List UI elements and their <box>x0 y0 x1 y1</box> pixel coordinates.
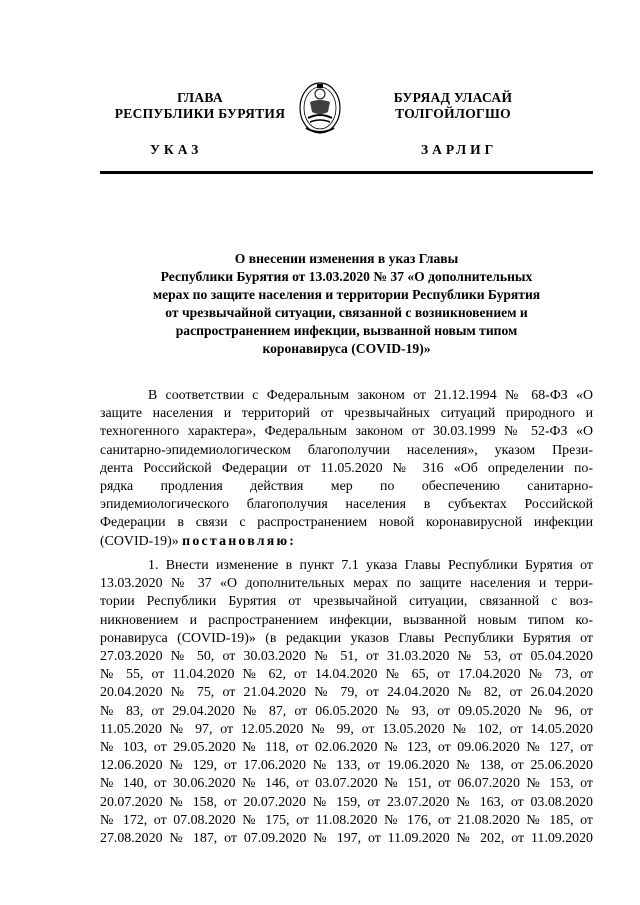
item-1-line: № 140, от 30.06.2020 № 146, от 03.07.2020 № 151, от 06.07.2020 № 153, от <box>100 776 593 792</box>
title-line: коронавируса (COVID-19)» <box>262 341 431 356</box>
header-left-line-2: РЕСПУБЛИКИ БУРЯТИЯ <box>114 106 286 121</box>
item-1-line: тории Республики Бурятия от чрезвычайной ситуации, связанной с воз- <box>100 594 593 610</box>
preamble-last-line <box>100 533 593 551</box>
item-1-line: ронавируса (COVID-19)» (в редакции указов Главы Республики Бурятия от <box>100 630 593 646</box>
item-1-line: 13.03.2020 № 37 «О дополнительных мерах по защите населения и терри- <box>100 576 593 592</box>
item-1-line: 27.08.2020 № 187, от 07.09.2020 № 197, от 11.09.2020 № 202, от 11.09.2020 <box>100 831 593 847</box>
item-1-line: 20.07.2020 № 158, от 20.07.2020 № 159, от 23.07.2020 № 163, от 03.08.2020 <box>100 794 593 810</box>
preamble-line: эпидемиологического благополучия населения в субъектах Российской <box>100 497 593 513</box>
decree-label-bua: ЗАРЛИГ <box>421 142 498 157</box>
item-1-line: 20.04.2020 № 75, от 21.04.2020 № 79, от 24.04.2020 № 82, от 26.04.2020 <box>100 685 593 701</box>
header-left-title <box>85 90 315 122</box>
title-line: мерах по защите населения и территории Республики Бурятия <box>152 287 541 302</box>
item-1-line: № 55, от 11.04.2020 № 62, от 14.04.2020 № 65, от 17.04.2020 № 73, от <box>100 667 593 683</box>
decree-label-ru: УКАЗ <box>150 142 203 157</box>
item-1-line: 27.03.2020 № 50, от 30.03.2020 № 51, от 31.03.2020 № 53, от 05.04.2020 <box>100 649 593 665</box>
document-title <box>100 250 593 358</box>
republic-coat-of-arms-icon <box>296 78 344 138</box>
item-1-line: № 103, от 29.05.2020 № 118, от 02.06.2020 № 123, от 09.06.2020 № 127, от <box>100 740 593 756</box>
header-right-line-2: ТОЛГОЙЛОГШО <box>395 106 511 121</box>
header-left-line-1: ГЛАВА <box>177 90 223 105</box>
preamble-line: защите населения и территорий от чрезвычайных ситуаций природного и <box>100 406 593 422</box>
title-line: О внесении изменения в указ Главы <box>234 251 459 266</box>
title-line: распространением инфекции, вызванной новым типом <box>175 323 518 338</box>
preamble-line: рядка продления действия мер по обеспечению санитарно- <box>100 479 593 495</box>
preamble-line: В соответствии с Федеральным законом от 21.12.1994 № 68-ФЗ «О <box>148 388 593 403</box>
item-1-line: 11.05.2020 № 97, от 12.05.2020 № 99, от 13.05.2020 № 102, от 14.05.2020 <box>100 721 593 737</box>
preamble-line: техногенного характера», Федеральным законом от 30.03.1999 № 52-ФЗ «О <box>100 424 593 440</box>
header-right-title <box>338 90 568 122</box>
decree-verb: постановляю: <box>182 533 297 549</box>
item-1-line: № 172, от 07.08.2020 № 175, от 11.08.2020 № 176, от 21.08.2020 № 185, от <box>100 812 593 828</box>
item-1-line: № 83, от 29.04.2020 № 87, от 06.05.2020 № 93, от 09.05.2020 № 96, от <box>100 703 593 719</box>
preamble-paragraph <box>100 387 593 551</box>
header-right-line-1: БУРЯАД УЛАСАЙ <box>393 90 513 105</box>
item-1-line: 12.06.2020 № 129, от 17.06.2020 № 133, от 19.06.2020 № 138, от 25.06.2020 <box>100 758 593 774</box>
preamble-line: дента Российской Федерации от 11.05.2020 № 316 «Об определении по- <box>100 460 593 476</box>
item-1-line: 1. Внести изменение в пункт 7.1 указа Главы Республики Бурятия от <box>148 558 593 573</box>
preamble-line: санитарно-эпидемиологическом благополучии населения», указом Прези- <box>100 442 593 458</box>
preamble-line: Федерации в связи с распространением новой коронавирусной инфекции <box>100 515 593 531</box>
title-line: Республики Бурятия от 13.03.2020 № 37 «О дополнительных <box>160 269 533 284</box>
preamble-last-prefix: (COVID-19)» <box>100 533 183 549</box>
title-line: от чрезвычайной ситуации, связанной с возникновением и <box>165 305 528 320</box>
header-divider <box>100 171 593 174</box>
item-1-line: никновением и распространением инфекции, вызванной новым типом ко- <box>100 612 593 628</box>
item-1-paragraph <box>100 557 593 848</box>
